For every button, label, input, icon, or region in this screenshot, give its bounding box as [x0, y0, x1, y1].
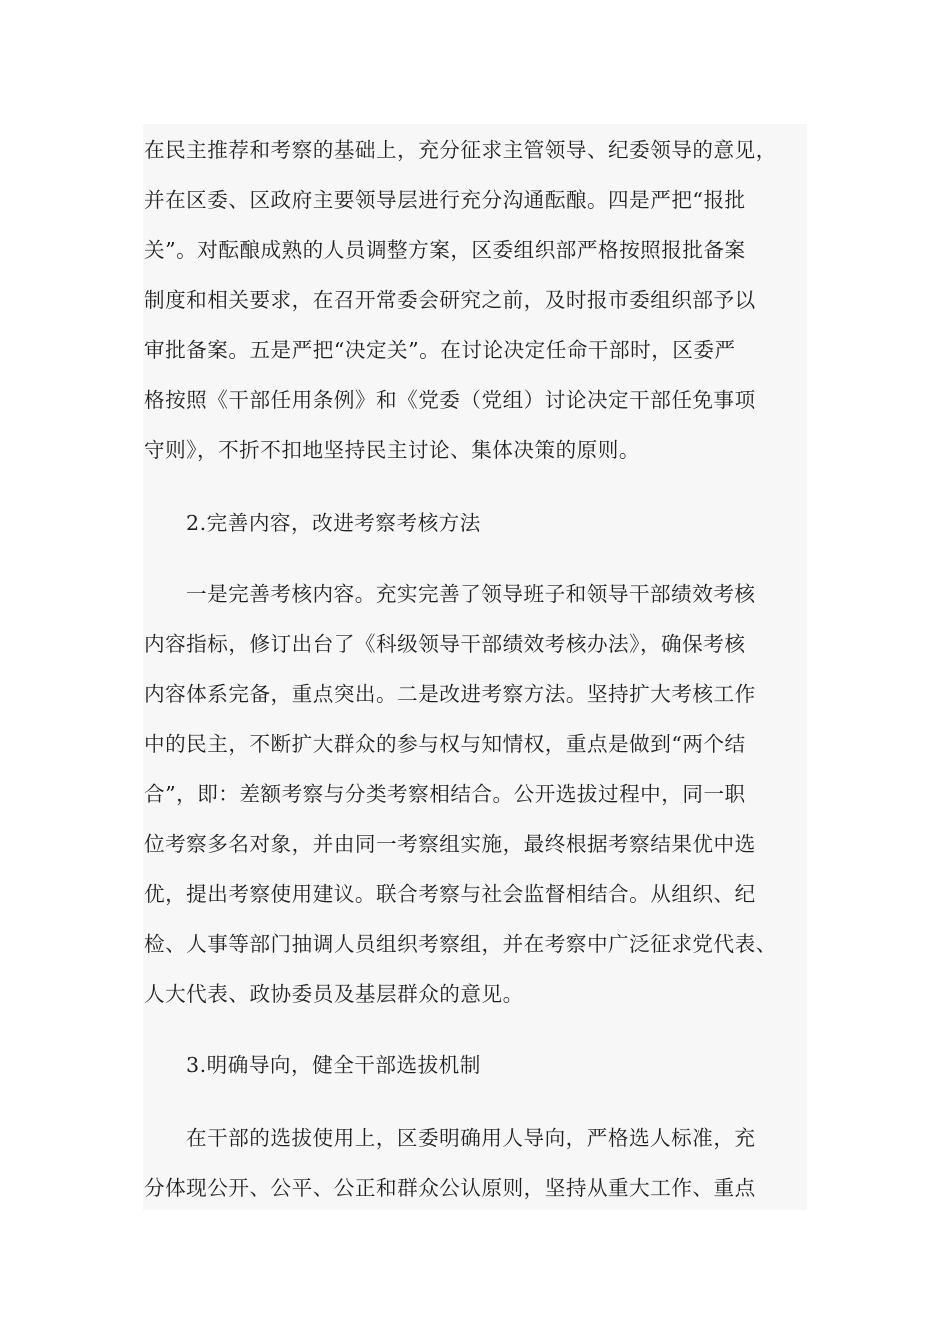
paragraph-line: 检、人事等部门抽调人员组织考察组，并在考察中广泛征求党代表、 — [144, 932, 777, 956]
paragraph-line: 位考察多名对象，并由同一考察组实施，最终根据考察结果优中选 — [144, 832, 756, 856]
paragraph-line: 合”，即：差额考察与分类考察相结合。公开选拔过程中，同一职 — [144, 782, 746, 806]
section-heading: 2.完善内容，改进考察考核方法 — [186, 511, 481, 535]
paragraph-line: 中的民主，不断扩大群众的参与权与知情权，重点是做到“两个结 — [144, 732, 746, 756]
paragraph-line: 内容体系完备，重点突出。二是改进考察方法。坚持扩大考核工作 — [144, 682, 756, 706]
paragraph-line: 守则》，不折不扣地坚持民主讨论、集体决策的原则。 — [144, 438, 640, 462]
paragraph-line: 优，提出考察使用建议。联合考察与社会监督相结合。从组织、纪 — [144, 882, 756, 906]
paragraph-line: 制度和相关要求，在召开常委会研究之前，及时报市委组织部予以 — [144, 288, 756, 312]
paragraph-line: 内容指标，修订出台了《科级领导干部绩效考核办法》，确保考核 — [144, 632, 746, 656]
paragraph-line: 分体现公开、公平、公正和群众公认原则，坚持从重大工作、重点 — [144, 1176, 756, 1200]
section-heading: 3.明确导向，健全干部选拔机制 — [186, 1053, 481, 1077]
paragraph-line: 人大代表、政协委员及基层群众的意见。 — [144, 982, 524, 1006]
paragraph-line: 关”。对酝酿成熟的人员调整方案，区委组织部严格按照报批备案 — [144, 238, 746, 262]
paragraph-line: 在干部的选拔使用上，区委明确用人导向，严格选人标准，充 — [186, 1126, 756, 1150]
paragraph-line: 在民主推荐和考察的基础上，充分征求主管领导、纪委领导的意见， — [144, 138, 777, 162]
paragraph-line: 审批备案。五是严把“决定关”。在讨论决定任命干部时，区委严 — [144, 338, 736, 362]
paragraph-line: 一是完善考核内容。充实完善了领导班子和领导干部绩效考核 — [186, 582, 756, 606]
paragraph-line: 并在区委、区政府主要领导层进行充分沟通酝酿。四是严把“报批 — [144, 188, 746, 212]
paragraph-line: 格按照《干部任用条例》和《党委（党组）讨论决定干部任免事项 — [144, 388, 756, 412]
